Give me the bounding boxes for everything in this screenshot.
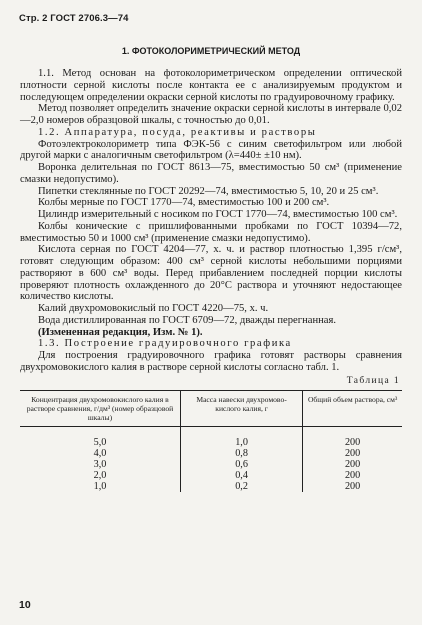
- paragraph-water: Вода дистиллированная по ГОСТ 6709—72, дважды перегнанная.: [38, 314, 337, 326]
- paragraph-1-1: 1.1. Метод основан на фотоколориметрическом определении оптической плотности серной кислоты после контакта ее с анализируемым продуктом и последующем определении окраски серной кислоты по градуировочному графику.: [20, 68, 402, 103]
- paragraph-sulfuric-acid: Кислота серная по ГОСТ 4204—77, х. ч. и раствор плотностью 1,395 г/см³, готовят следующим образом: 400 см³ серной кислоты небольшими порциями растворяют в 600 см³ воды. Перед прибавлением последней порции кислоты проверяют плотность охлажденного до 20°С раствора и уточняют недостающее количество кислоты.: [20, 244, 402, 303]
- amendment-note: (Измененная редакция, Изм. № 1).: [38, 326, 203, 338]
- table-cell: 200: [303, 481, 402, 492]
- table-row: [20, 470, 402, 481]
- table-header-concentration: Концентрация двухромовокислого калия в растворе сравнения, г/дм³ (номер образцовой шкалы): [20, 391, 180, 427]
- paragraph-method-range: Метод позволяет определить значение окраски серной кислоты в интервале 0,02—2,0 номеров образцовой шкалы, с точностью до 0,01.: [20, 103, 402, 126]
- table-cell: 0,6: [180, 459, 302, 470]
- table-cell: 2,0: [93, 470, 107, 482]
- table-cell: 200: [303, 448, 402, 459]
- table-cell: 200: [303, 470, 402, 481]
- table-cell: 0,2: [180, 481, 302, 492]
- paragraph-calibration: Для построения градуировочного графика готовят растворы сравнения двухромовокислого калия в растворе серной кислоты согласно табл. 1.: [20, 350, 402, 373]
- table-caption: Таблица 1: [346, 375, 400, 386]
- table-row: [20, 481, 402, 492]
- paragraph-conical-flasks: Колбы конические с пришлифованными пробками по ГОСТ 10394—72, вместимостью 50 и 1000 см³ (применение смазки недопустимо).: [20, 220, 402, 244]
- paragraph-pipettes: Пипетки стеклянные по ГОСТ 20292—74, вместимостью 5, 10, 20 и 25 см³.: [38, 185, 379, 197]
- table-cell: 3,0: [93, 459, 107, 471]
- table-cell: 4,0: [93, 448, 107, 460]
- table-cell: 200: [303, 427, 402, 449]
- table-cell: 0,8: [180, 448, 302, 459]
- section-title: 1. ФОТОКОЛОРИМЕТРИЧЕСКИЙ МЕТОД: [121, 46, 301, 56]
- table-row: [20, 448, 402, 459]
- table-cell: 200: [303, 459, 402, 470]
- table-row: [20, 427, 402, 449]
- table-header-mass: Масса навески двухромово-кислого калия, г: [180, 391, 302, 427]
- table-row: [20, 459, 402, 470]
- paragraph-1-3-heading: 1.3. Построение градуировочного графика: [38, 338, 292, 350]
- table-cell: 1,0: [93, 481, 107, 493]
- table-cell: 1,0: [180, 427, 302, 449]
- table-header-row: [20, 391, 402, 427]
- paragraph-1-2-heading: 1.2. Аппаратура, посуда, реактивы и растворы: [38, 126, 317, 138]
- paragraph-funnel: Воронка делительная по ГОСТ 8613—75, вместимостью 50 см³ (применение смазки недопустимо).: [20, 162, 402, 185]
- document-body: [20, 68, 402, 492]
- paragraph-photocolorimeter: Фотоэлектроколориметр типа ФЭК-56 с синим светофильтром или любой другой марки с аналогичным светофильтром (λ=440± ±10 нм).: [20, 138, 402, 162]
- paragraph-cylinder: Цилиндр измерительный с носиком по ГОСТ 1770—74, вместимостью 100 см³.: [38, 209, 398, 220]
- table-header-volume: Общий объем раствора, см³: [303, 391, 402, 427]
- page-header: Стр. 2 ГОСТ 2706.3—74: [19, 13, 129, 24]
- data-table: [20, 390, 402, 492]
- page-number: 10: [19, 599, 31, 611]
- paragraph-flasks: Колбы мерные по ГОСТ 1770—74, вместимостью 100 и 200 см³.: [38, 197, 330, 209]
- table-cell: 0,4: [180, 470, 302, 481]
- table-cell: 5,0: [93, 437, 107, 449]
- paragraph-dichromate: Калий двухромовокислый по ГОСТ 4220—75, х. ч.: [38, 303, 269, 314]
